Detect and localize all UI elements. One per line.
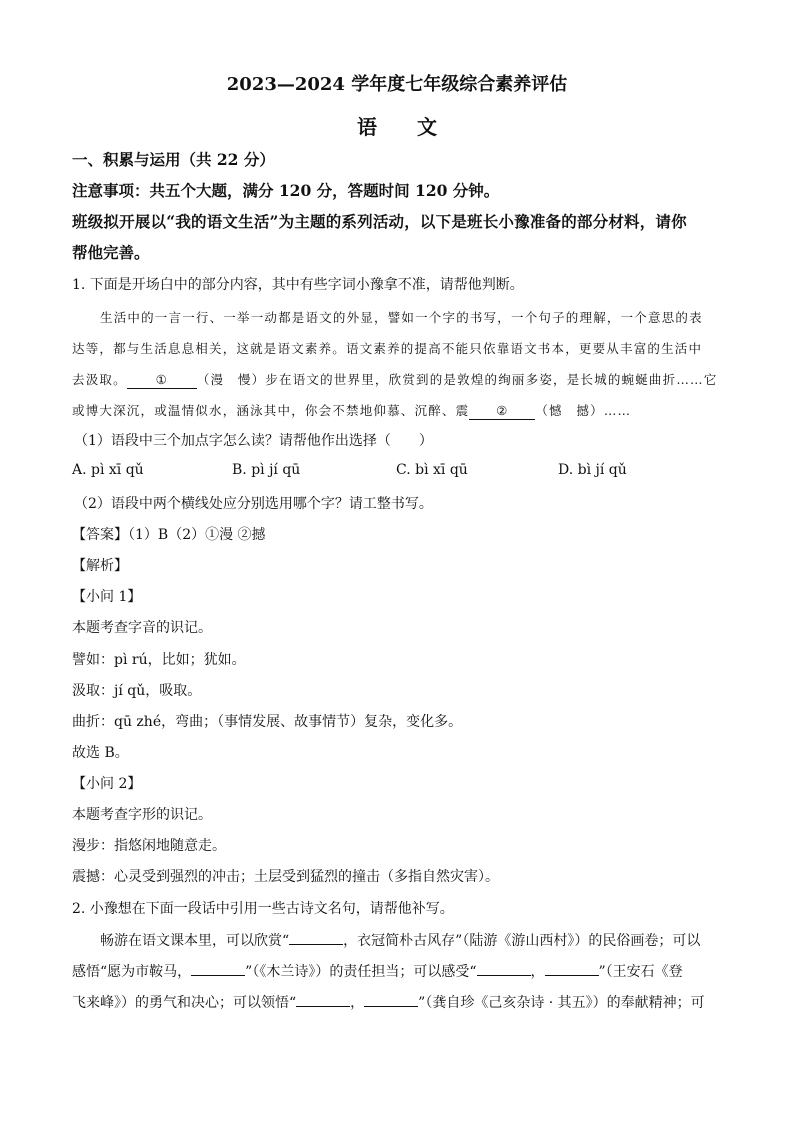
- sub-q1-label: 【小问 1】: [72, 589, 142, 605]
- sub-q1-line-3: 汲取：jí qǔ，吸取。: [72, 683, 202, 699]
- q2-blank-1: [289, 944, 343, 945]
- q2-blank-2: [191, 975, 245, 976]
- option-a: A. pì xī qǔ: [72, 462, 144, 478]
- passage-line-2: 达等，都与生活息息相关，这就是语文素养。语文素养的提高不能只依靠语文书本，更要从丰富的生活中: [72, 341, 703, 356]
- q2-line-3-comma: ，: [350, 995, 365, 1011]
- sub-q1-line-2: 譬如：pì rú，比如；犹如。: [72, 652, 246, 668]
- blank-2: ②: [469, 403, 535, 420]
- sub-q1-line-1: 本题考查字音的识记。: [72, 620, 212, 636]
- passage-line-3-end: （漫 慢）步在语文的世界里，欣赏到的是敦煌的绚丽多姿，是长城的蜿蜒曲折……它: [196, 372, 718, 387]
- q2-line-2-end: ”（王安石《登: [598, 964, 683, 980]
- q2-blank-4: [545, 975, 599, 976]
- q2-line-2-start: 感悟“愿为市鞍马，: [72, 964, 192, 980]
- sub-q2-label: 【小问 2】: [72, 776, 142, 792]
- q2-line-2-mid: ”（《木兰诗》）的责任担当；可以感受“: [245, 964, 477, 980]
- q2-line-3: [72, 993, 724, 1013]
- sub-q1-line-4: 曲折：qū zhé，弯曲；（事情发展、故事情节）复杂，变化多。: [72, 714, 463, 730]
- question-2-stem: 2. 小豫想在下面一段话中引用一些古诗文名句，请帮他补写。: [72, 901, 454, 917]
- sub-question-2: （2）语段中两个横线处应分别选用哪个字？请工整书写。: [74, 496, 433, 512]
- passage-line-4-end: （憾 撼）……: [535, 403, 632, 418]
- q2-blank-5: [296, 1006, 350, 1007]
- analysis-label: 【解析】: [72, 558, 128, 574]
- notice-text: 注意事项：共五个大题，满分 120 分，答题时间 120 分钟。: [72, 181, 500, 200]
- sub-question-1: （1）语段中三个加点字怎么读？请帮他作出选择（ ）: [74, 433, 433, 449]
- blank-1: ①: [127, 372, 197, 389]
- q2-line-1-start: 畅游在语文课本里，可以欣赏“: [100, 933, 290, 949]
- sub-q1-line-5: 故选 B。: [72, 745, 129, 761]
- q2-line-1-end: ，衣冠简朴古风存”（陆游《游山西村》）的民俗画卷；可以: [343, 933, 701, 949]
- sub-q2-line-3: 震撼：心灵受到强烈的冲击；土层受到猛烈的撞击（多指自然灾害）。: [72, 869, 499, 885]
- question-1-stem: 1. 下面是开场白中的部分内容，其中有些字词小豫拿不准，请帮他判断。: [72, 277, 524, 293]
- option-c: C. bì xī qū: [396, 462, 468, 478]
- passage-line-4: [72, 401, 724, 421]
- q2-line-1: [100, 931, 724, 951]
- passage-line-3: [72, 370, 724, 390]
- q2-line-2-comma: ，: [530, 964, 545, 980]
- exam-title: 2023—2024 学年度七年级综合素养评估: [226, 74, 568, 95]
- answer-line: 【答案】（1）B（2）①漫 ②撼: [72, 527, 266, 543]
- q2-blank-6: [364, 1006, 418, 1007]
- intro-line-1: 班级拟开展以“我的语文生活”为主题的系列活动，以下是班长小豫准备的部分材料，请你: [72, 212, 687, 231]
- passage-line-3-start: 去汲取。: [72, 372, 127, 387]
- q2-line-2: [72, 962, 724, 982]
- section-heading: 一、积累与运用（共 22 分）: [72, 150, 275, 169]
- sub-q2-line-2: 漫步：指悠闲地随意走。: [72, 838, 226, 854]
- intro-line-2: 帮他完善。: [72, 243, 150, 262]
- passage-line-1: 生活中的一言一行、一举一动都是语文的外显，譬如一个字的书写，一个句子的理解，一个意思的表: [100, 310, 703, 325]
- passage-line-4-start: 或博大深沉，或温情似水，涵泳其中，你会不禁地仰慕、沉醉、震: [72, 403, 470, 418]
- q2-line-3-end: ”（龚自珍《己亥杂诗 · 其五》）的奉献精神；可: [418, 995, 705, 1011]
- q2-blank-3: [477, 975, 531, 976]
- option-d: D. bì jí qǔ: [558, 462, 627, 478]
- q2-line-3-start: 飞来峰》）的勇气和决心；可以领悟“: [72, 995, 297, 1011]
- sub-q2-line-1: 本题考查字形的识记。: [72, 807, 212, 823]
- subject-title: 语 文: [357, 115, 437, 139]
- option-b: B. pì jí qū: [232, 462, 301, 478]
